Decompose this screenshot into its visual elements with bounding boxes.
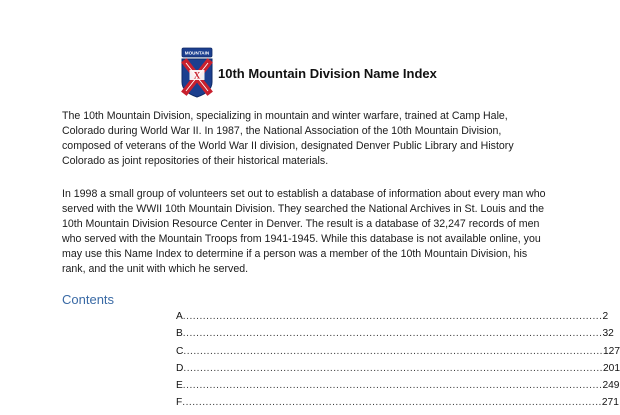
10th-mountain-division-insignia <box>180 48 214 98</box>
toc-leader: .............................................................................................................................. <box>183 362 603 374</box>
toc-letter[interactable]: D <box>176 362 184 374</box>
toc-leader: .............................................................................................................................. <box>182 397 602 409</box>
toc-entry[interactable] <box>176 397 619 414</box>
toc-leader: .............................................................................................................................. <box>182 328 603 340</box>
database-paragraph: In 1998 a small group of volunteers set out to establish a database of information about every man who served with the WWII 10th Mountain Division. They searched the National Archives in St. Louis and the 10th Mountain Division Resource Center in Denver. The result is a database of 32,247 records of men who served with the Mountain Troops from 1941-1945. While this database is not available online, you may use this Name Index to determine if a person was a member of the 10th Mountain Division, his rank, and the unit with which he served. <box>62 188 546 275</box>
toc-page-number[interactable]: 2 <box>602 311 609 322</box>
toc-page-number[interactable]: 249 <box>602 380 620 392</box>
toc-entry[interactable] <box>176 311 609 328</box>
toc-entry[interactable] <box>176 328 614 345</box>
toc-letter[interactable]: F <box>176 397 183 409</box>
toc-page-number[interactable]: 127 <box>603 345 620 357</box>
contents-heading: Contents <box>62 292 115 307</box>
toc-letter[interactable]: E <box>176 380 183 392</box>
table-of-contents <box>176 311 620 415</box>
page-title: 10th Mountain Division Name Index <box>218 66 437 81</box>
toc-page-number[interactable]: 32 <box>602 328 614 340</box>
insignia-tab-text: MOUNTAIN <box>184 50 210 56</box>
toc-entry[interactable] <box>176 362 620 380</box>
toc-page-number[interactable]: 201 <box>603 362 620 374</box>
toc-leader: .............................................................................................................................. <box>182 311 603 322</box>
toc-leader: .............................................................................................................................. <box>182 380 603 392</box>
toc-letter[interactable]: A <box>176 311 183 322</box>
toc-page-number[interactable]: 271 <box>601 397 619 409</box>
toc-entry[interactable] <box>176 345 620 363</box>
toc-entry[interactable] <box>176 380 620 397</box>
toc-letter[interactable]: C <box>176 345 184 357</box>
intro-paragraph: The 10th Mountain Division, specializing in mountain and winter warfare, trained at Camp Hale, Colorado during World War II. In 1987, the National Association of the 10th Mountain Division, composed of veterans of the World War II division, designated Denver Public Library and History Colorado as joint repositories of their historical materials. <box>62 110 514 167</box>
svg-text:X: X <box>193 70 201 81</box>
toc-letter[interactable]: B <box>176 328 183 340</box>
toc-leader: .............................................................................................................................. <box>183 345 603 357</box>
